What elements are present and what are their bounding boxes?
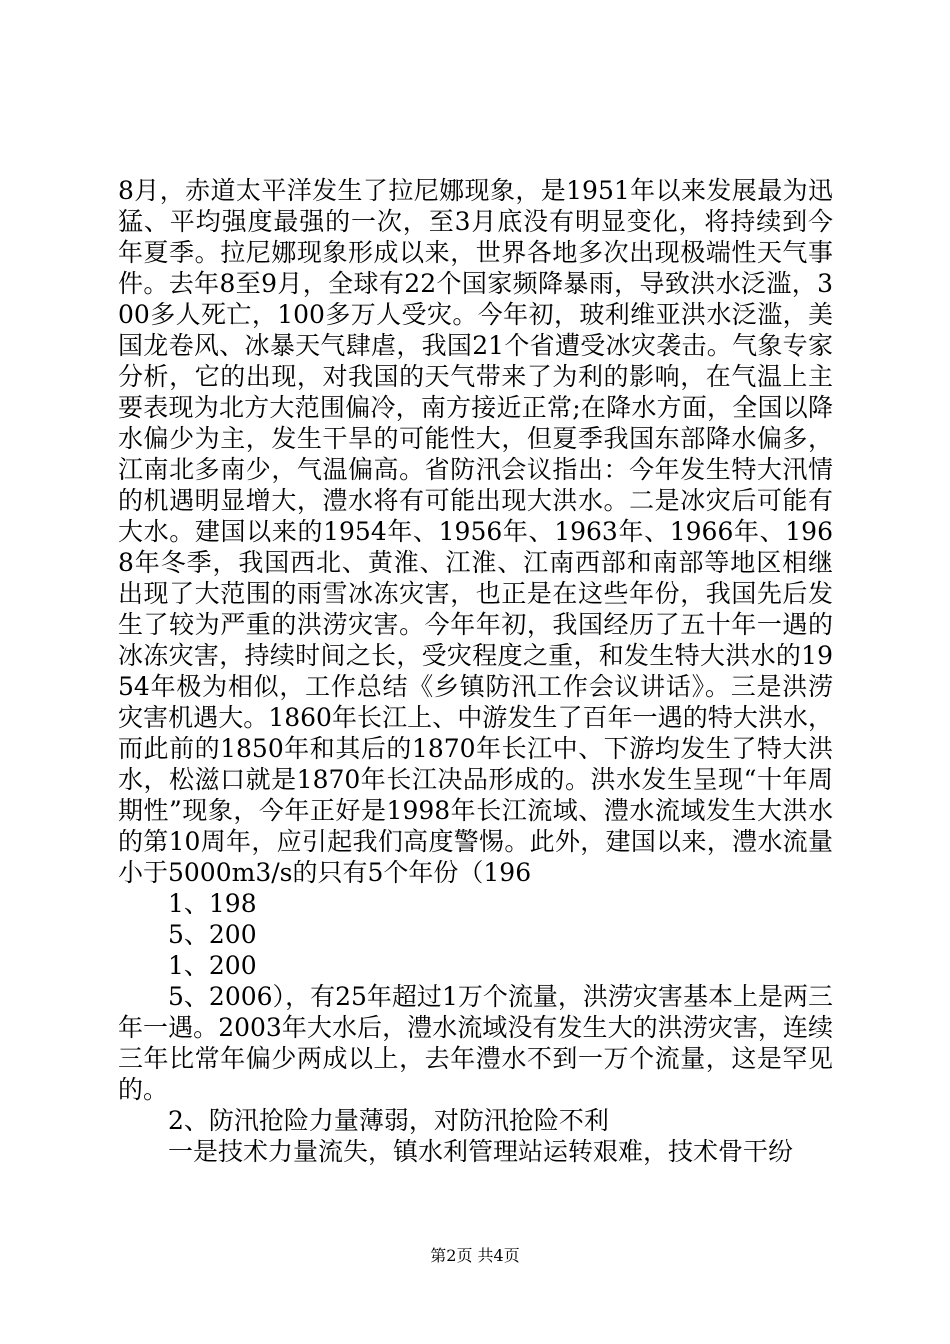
paragraph-year-list-1: 1、198 (168, 889, 257, 918)
paragraph-section-heading: 2、防汛抢险力量薄弱，对防汛抢险不利 (168, 1106, 609, 1135)
paragraph-year-list-2: 5、200 (168, 920, 257, 949)
page-number-footer: 第2页 共4页 (430, 1246, 520, 1265)
paragraph-la-nina: 8月，赤道太平洋发生了拉尼娜现象，是1951年以来发展最为迅猛、平均强度最强的一次，至3月底没有明显变化，将持续到今年夏季。拉尼娜现象形成以来，世界各地多次出现极端性天气事件。去年8至9月，全球有22个国家频降暴雨，导致洪水泛滥，300多人死亡，100多万人受灾。今年初，玻利维亚洪水泛滥，美国龙卷风、冰暴天气肆虐，我国21个省遭受冰灾袭击。气象专家分析，它的出现，对我国的天气带来了为利的影响，在气温上主要表现为北方大范围偏冷，南方接近正常;在降水方面，全国以降水偏少为主，发生干旱的可能性大，但夏季我国东部降水偏多，江南北多南少，气温偏高。省防汛会议指出：今年发生特大汛情的机遇明显增大，澧水将有可能出现大洪水。二是冰灾后可能有大水。建国以来的1954年、1956年、1963年、1966年、1968年冬季，我国西北、黄淮、江淮、江南西部和南部等地区相继出现了大范围的雨雪冰冻灾害，也正是在这些年份，我国先后发生了较为严重的洪涝灾害。今年年初，我国经历了五十年一遇的冰冻灾害，持续时间之长，受灾程度之重，和发生特大洪水的1954年极为相似，工作总结《乡镇防汛工作会议讲话》。三是洪涝灾害机遇大。1860年长江上、中游发生了百年一遇的特大洪水，而此前的1850年和其后的1870年长江中、下游均发生了特大洪水，松滋口就是1870年长江决品形成的。洪水发生呈现“十年周期性”现象，今年正好是1998年长江流域、澧水流域发生大洪水的第10周年，应引起我们高度警惕。此外，建国以来，澧水流量小于5000m3/s的只有5个年份（196 (118, 176, 833, 887)
paragraph-year-list-3: 1、200 (168, 951, 257, 980)
document-body (118, 175, 833, 1167)
paragraph-technical-force: 一是技术力量流失，镇水利管理站运转艰难，技术骨干纷 (168, 1137, 794, 1166)
paragraph-flood-frequency: 5、2006），有25年超过1万个流量，洪涝灾害基本上是两三年一遇。2003年大水后，澧水流域没有发生大的洪涝灾害，连续三年比常年偏少两成以上，去年澧水不到一万个流量，这是罕见的。 (118, 982, 833, 1104)
